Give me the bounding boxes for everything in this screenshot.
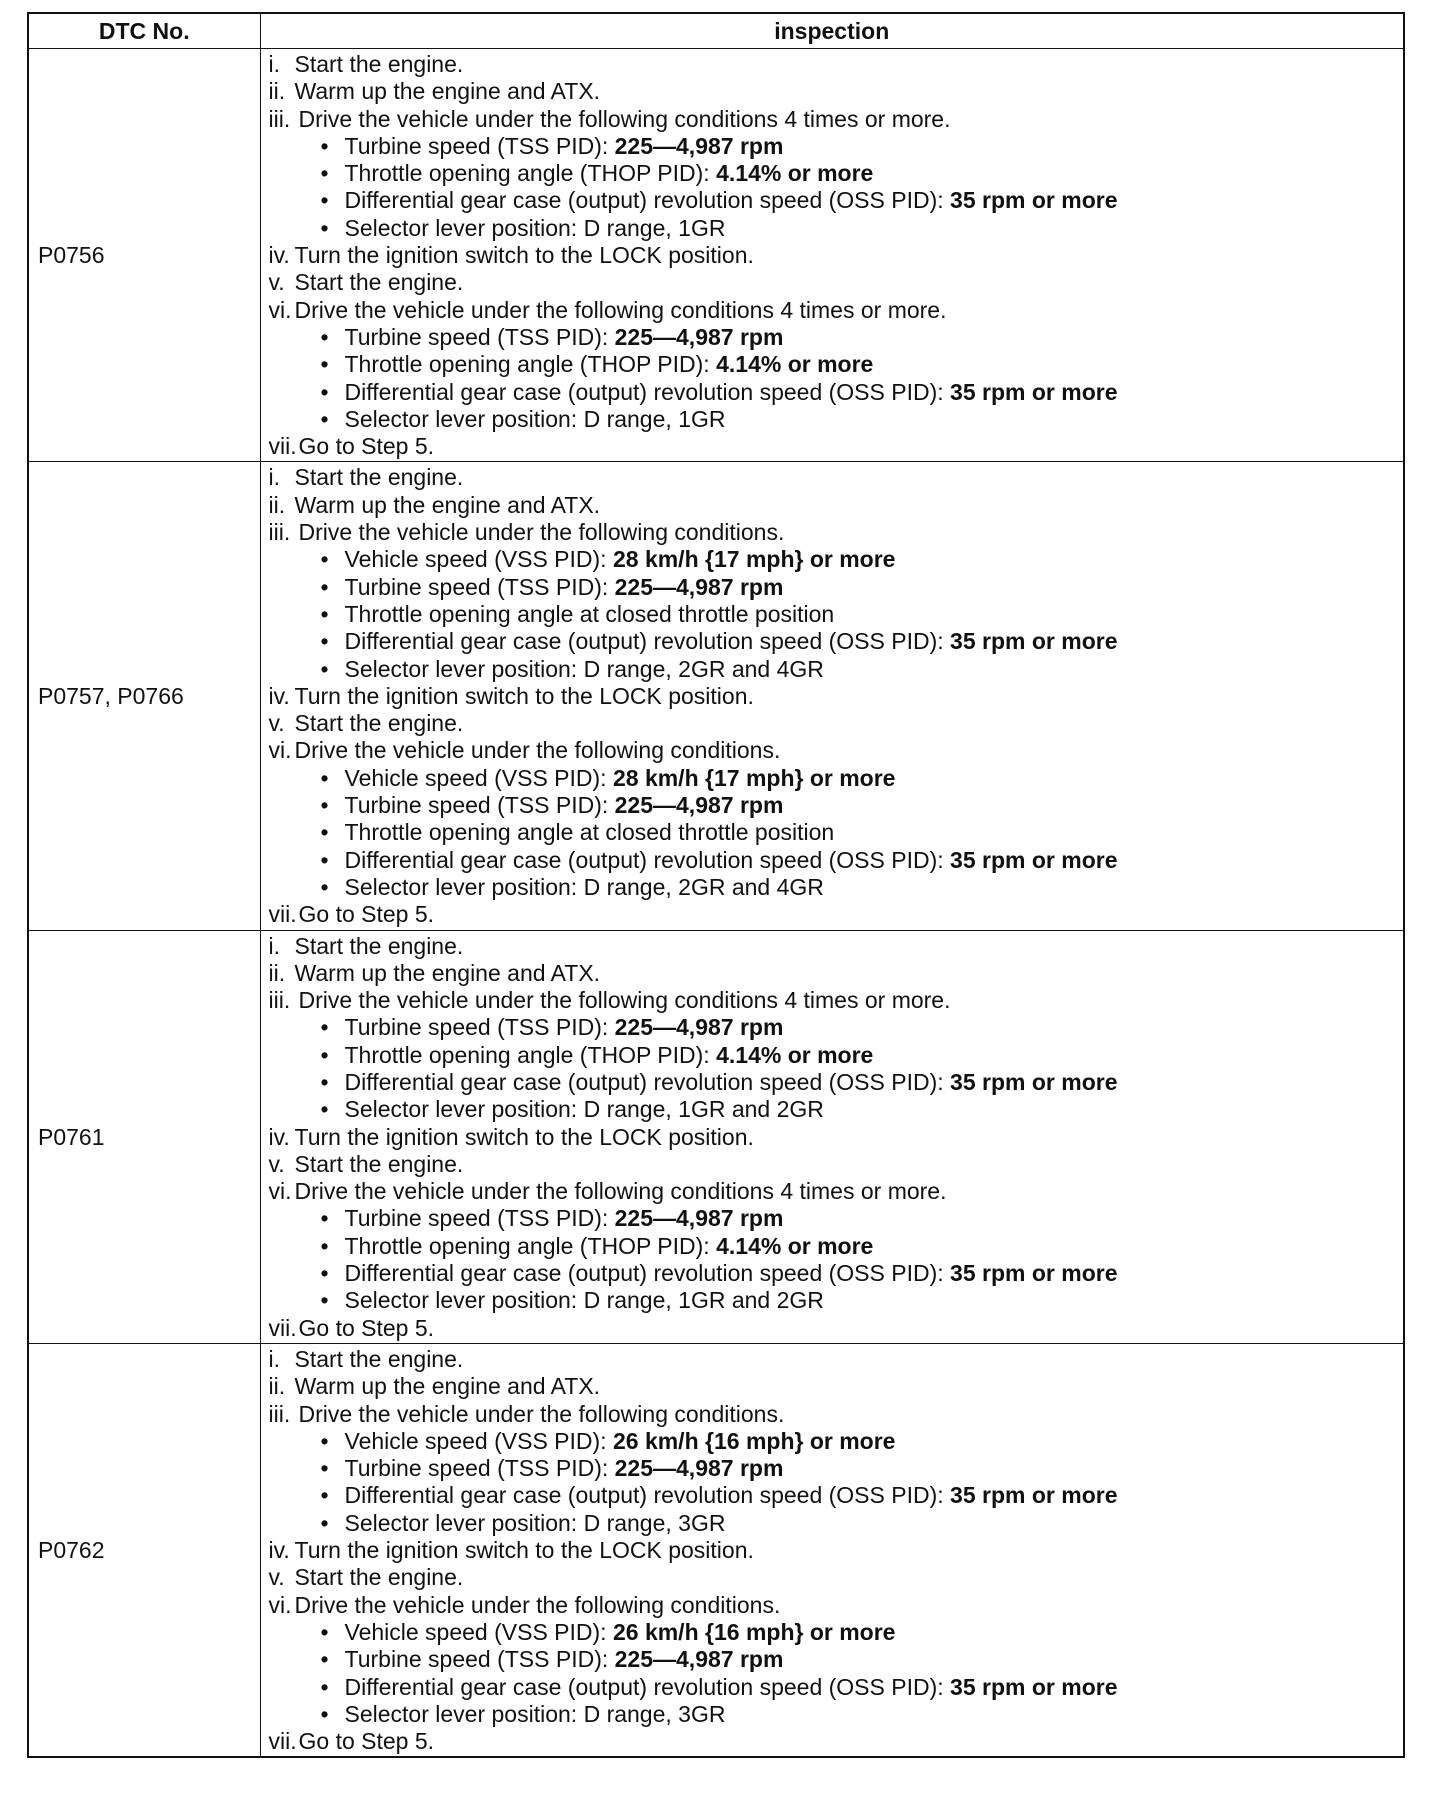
condition-item (321, 546, 1404, 573)
condition-item (321, 765, 1404, 792)
condition-value: 225—4,987 rpm (614, 792, 784, 819)
condition-item (321, 324, 1404, 351)
table-row (28, 462, 1404, 930)
condition-value: 26 km/h {16 mph} or more (612, 1427, 896, 1454)
condition-list (269, 1428, 1404, 1537)
step-text: Start the engine. (294, 1345, 464, 1372)
condition-label: Selector lever position: D range, 3GR (344, 1700, 726, 1727)
condition-item (321, 574, 1404, 601)
condition-label: Selector lever position: D range, 1GR (344, 214, 726, 241)
condition-value: 28 km/h {17 mph} or more (612, 764, 896, 791)
inspection-step (269, 51, 1404, 78)
step-text: Start the engine. (294, 464, 464, 491)
inspection-cell (260, 49, 1404, 462)
condition-label: Turbine speed (TSS PID): (344, 1455, 609, 1482)
condition-list (269, 765, 1404, 901)
table-row (28, 930, 1404, 1343)
inspection-step (269, 683, 1404, 710)
step-text: Drive the vehicle under the following conditions 4 times or more. (294, 296, 947, 323)
step-number: ii. (268, 1373, 286, 1400)
condition-label: Vehicle speed (VSS PID): (344, 546, 607, 573)
condition-value: 4.14% or more (716, 351, 874, 378)
header-dtc: DTC No. (28, 13, 260, 49)
condition-label: Turbine speed (TSS PID): (344, 1646, 609, 1673)
inspection-step (269, 737, 1404, 764)
condition-label: Throttle opening angle (THOP PID): (344, 1041, 710, 1068)
step-text: Warm up the engine and ATX. (294, 1373, 601, 1400)
step-number: ii. (268, 491, 286, 518)
inspection-step (269, 1373, 1404, 1400)
condition-item (321, 1455, 1404, 1482)
step-number: i. (268, 464, 280, 491)
condition-item (321, 1096, 1404, 1123)
condition-label: Differential gear case (output) revolution speed (OSS PID): (344, 846, 944, 873)
condition-label: Throttle opening angle at closed throttle position (344, 819, 835, 846)
condition-label: Selector lever position: D range, 3GR (344, 1509, 726, 1536)
condition-list (269, 133, 1404, 242)
condition-value: 225—4,987 rpm (614, 1014, 784, 1041)
step-text: Drive the vehicle under the following conditions. (294, 737, 781, 764)
condition-value: 225—4,987 rpm (614, 1205, 784, 1232)
step-number: vii. (268, 1728, 297, 1755)
inspection-step (269, 297, 1404, 324)
step-number: v. (268, 710, 285, 737)
condition-value: 35 rpm or more (950, 846, 1118, 873)
condition-item (321, 1233, 1404, 1260)
table-row (28, 49, 1404, 462)
condition-label: Differential gear case (output) revolution speed (OSS PID): (344, 1673, 944, 1700)
step-number: vi. (268, 296, 292, 323)
condition-label: Turbine speed (TSS PID): (344, 132, 609, 159)
dtc-code: P0757, P0766 (28, 462, 260, 930)
step-number: vi. (268, 1591, 292, 1618)
inspection-step (269, 1728, 1404, 1755)
condition-item (321, 1287, 1404, 1314)
step-text: Drive the vehicle under the following conditions 4 times or more. (298, 105, 951, 132)
condition-label: Selector lever position: D range, 1GR and 2GR (344, 1287, 824, 1314)
step-text: Turn the ignition switch to the LOCK position. (294, 242, 754, 269)
condition-item (321, 792, 1404, 819)
header-row (28, 13, 1404, 49)
condition-label: Selector lever position: D range, 1GR and 2GR (344, 1096, 824, 1123)
condition-item (321, 351, 1404, 378)
condition-item (321, 187, 1404, 214)
condition-label: Vehicle speed (VSS PID): (344, 1427, 607, 1454)
inspection-step (269, 710, 1404, 737)
header-inspection: inspection (260, 13, 1404, 49)
step-number: vi. (268, 1178, 292, 1205)
condition-label: Turbine speed (TSS PID): (344, 1205, 609, 1232)
condition-label: Differential gear case (output) revolution speed (OSS PID): (344, 1482, 944, 1509)
step-number: iii. (268, 105, 291, 132)
condition-value: 35 rpm or more (950, 628, 1118, 655)
condition-list (269, 546, 1404, 682)
condition-value: 4.14% or more (716, 1041, 874, 1068)
inspection-cell (260, 930, 1404, 1343)
dtc-code: P0761 (28, 930, 260, 1343)
condition-value: 35 rpm or more (950, 187, 1118, 214)
condition-label: Turbine speed (TSS PID): (344, 1014, 609, 1041)
condition-value: 225—4,987 rpm (614, 573, 784, 600)
inspection-step (269, 1537, 1404, 1564)
dtc-inspection-table (27, 12, 1405, 1758)
step-text: Go to Step 5. (298, 1728, 435, 1755)
inspection-step (269, 1124, 1404, 1151)
condition-label: Vehicle speed (VSS PID): (344, 764, 607, 791)
condition-item (321, 1510, 1404, 1537)
step-text: Turn the ignition switch to the LOCK position. (294, 682, 754, 709)
step-text: Drive the vehicle under the following conditions. (294, 1591, 781, 1618)
condition-item (321, 1428, 1404, 1455)
condition-label: Vehicle speed (VSS PID): (344, 1618, 607, 1645)
condition-item (321, 819, 1404, 846)
condition-label: Turbine speed (TSS PID): (344, 792, 609, 819)
step-number: vii. (268, 1314, 297, 1341)
inspection-step (269, 960, 1404, 987)
step-text: Start the engine. (294, 932, 464, 959)
step-number: v. (268, 1564, 285, 1591)
condition-list (269, 324, 1404, 433)
condition-value: 4.14% or more (716, 160, 874, 187)
inspection-cell (260, 462, 1404, 930)
condition-value: 225—4,987 rpm (614, 132, 784, 159)
condition-item (321, 1674, 1404, 1701)
step-number: vii. (268, 901, 297, 928)
table-row (28, 1343, 1404, 1757)
condition-item (321, 1205, 1404, 1232)
inspection-step (269, 106, 1404, 133)
inspection-step (269, 1592, 1404, 1619)
condition-label: Selector lever position: D range, 2GR and 4GR (344, 655, 824, 682)
step-number: iv. (268, 1537, 290, 1564)
step-number: iii. (268, 987, 291, 1014)
step-text: Start the engine. (294, 710, 464, 737)
inspection-step (269, 1151, 1404, 1178)
step-number: iii. (268, 1400, 291, 1427)
step-number: i. (268, 1345, 280, 1372)
step-number: iv. (268, 1123, 290, 1150)
step-text: Start the engine. (294, 1564, 464, 1591)
inspection-step (269, 1346, 1404, 1373)
inspection-step (269, 78, 1404, 105)
inspection-step (269, 1564, 1404, 1591)
condition-value: 35 rpm or more (950, 378, 1118, 405)
condition-label: Differential gear case (output) revolution speed (OSS PID): (344, 187, 944, 214)
inspection-step (269, 1178, 1404, 1205)
dtc-code: P0762 (28, 1343, 260, 1757)
inspection-step (269, 901, 1404, 928)
dtc-code: P0756 (28, 49, 260, 462)
condition-value: 26 km/h {16 mph} or more (612, 1618, 896, 1645)
condition-item (321, 1069, 1404, 1096)
step-number: ii. (268, 78, 286, 105)
inspection-step (269, 492, 1404, 519)
inspection-step (269, 933, 1404, 960)
step-number: ii. (268, 959, 286, 986)
condition-label: Turbine speed (TSS PID): (344, 323, 609, 350)
condition-item (321, 874, 1404, 901)
condition-item (321, 628, 1404, 655)
condition-label: Throttle opening angle (THOP PID): (344, 1232, 710, 1259)
condition-item (321, 406, 1404, 433)
condition-item (321, 1042, 1404, 1069)
condition-value: 35 rpm or more (950, 1673, 1118, 1700)
condition-item (321, 1482, 1404, 1509)
condition-item (321, 601, 1404, 628)
step-number: iv. (268, 242, 290, 269)
inspection-step (269, 519, 1404, 546)
condition-value: 225—4,987 rpm (614, 323, 784, 350)
condition-value: 225—4,987 rpm (614, 1646, 784, 1673)
condition-item (321, 379, 1404, 406)
step-text: Go to Step 5. (298, 433, 435, 460)
step-number: v. (268, 269, 285, 296)
step-text: Drive the vehicle under the following conditions. (298, 1400, 785, 1427)
inspection-step (269, 1401, 1404, 1428)
condition-value: 225—4,987 rpm (614, 1455, 784, 1482)
step-number: v. (268, 1150, 285, 1177)
step-number: i. (268, 932, 280, 959)
condition-label: Throttle opening angle (THOP PID): (344, 351, 710, 378)
condition-label: Throttle opening angle (THOP PID): (344, 160, 710, 187)
condition-value: 35 rpm or more (950, 1260, 1118, 1287)
inspection-cell (260, 1343, 1404, 1757)
condition-list (269, 1619, 1404, 1728)
condition-item (321, 847, 1404, 874)
condition-item (321, 1619, 1404, 1646)
condition-label: Throttle opening angle at closed throttle position (344, 600, 835, 627)
table-body (28, 49, 1404, 1758)
step-number: vi. (268, 737, 292, 764)
step-number: iii. (268, 519, 291, 546)
condition-list (269, 1205, 1404, 1314)
step-text: Start the engine. (294, 1150, 464, 1177)
condition-list (269, 1014, 1404, 1123)
condition-value: 28 km/h {17 mph} or more (612, 546, 896, 573)
step-text: Turn the ignition switch to the LOCK position. (294, 1537, 754, 1564)
step-number: iv. (268, 682, 290, 709)
step-text: Drive the vehicle under the following conditions 4 times or more. (298, 987, 951, 1014)
condition-item (321, 160, 1404, 187)
step-number: i. (268, 51, 280, 77)
condition-label: Turbine speed (TSS PID): (344, 573, 609, 600)
inspection-step (269, 1315, 1404, 1342)
step-text: Start the engine. (294, 269, 464, 296)
inspection-step (269, 464, 1404, 491)
inspection-step (269, 269, 1404, 296)
inspection-step (269, 987, 1404, 1014)
step-text: Go to Step 5. (298, 1314, 435, 1341)
condition-item (321, 1701, 1404, 1728)
condition-item (321, 1646, 1404, 1673)
step-text: Go to Step 5. (298, 901, 435, 928)
condition-item (321, 1260, 1404, 1287)
condition-label: Differential gear case (output) revolution speed (OSS PID): (344, 1260, 944, 1287)
step-text: Warm up the engine and ATX. (294, 78, 601, 105)
condition-value: 4.14% or more (716, 1232, 874, 1259)
condition-label: Selector lever position: D range, 2GR and 4GR (344, 873, 824, 900)
condition-label: Differential gear case (output) revolution speed (OSS PID): (344, 628, 944, 655)
step-text: Warm up the engine and ATX. (294, 959, 601, 986)
step-number: vii. (268, 433, 297, 460)
step-text: Drive the vehicle under the following conditions 4 times or more. (294, 1178, 947, 1205)
inspection-step (269, 433, 1404, 460)
condition-label: Differential gear case (output) revolution speed (OSS PID): (344, 378, 944, 405)
condition-item (321, 1014, 1404, 1041)
condition-label: Differential gear case (output) revolution speed (OSS PID): (344, 1068, 944, 1095)
condition-label: Selector lever position: D range, 1GR (344, 405, 726, 432)
step-text: Turn the ignition switch to the LOCK position. (294, 1123, 754, 1150)
condition-value: 35 rpm or more (950, 1068, 1118, 1095)
condition-value: 35 rpm or more (950, 1482, 1118, 1509)
condition-item (321, 656, 1404, 683)
step-text: Warm up the engine and ATX. (294, 491, 601, 518)
inspection-step (269, 242, 1404, 269)
step-text: Drive the vehicle under the following conditions. (298, 519, 785, 546)
condition-item (321, 133, 1404, 160)
step-text: Start the engine. (294, 51, 464, 77)
condition-item (321, 215, 1404, 242)
